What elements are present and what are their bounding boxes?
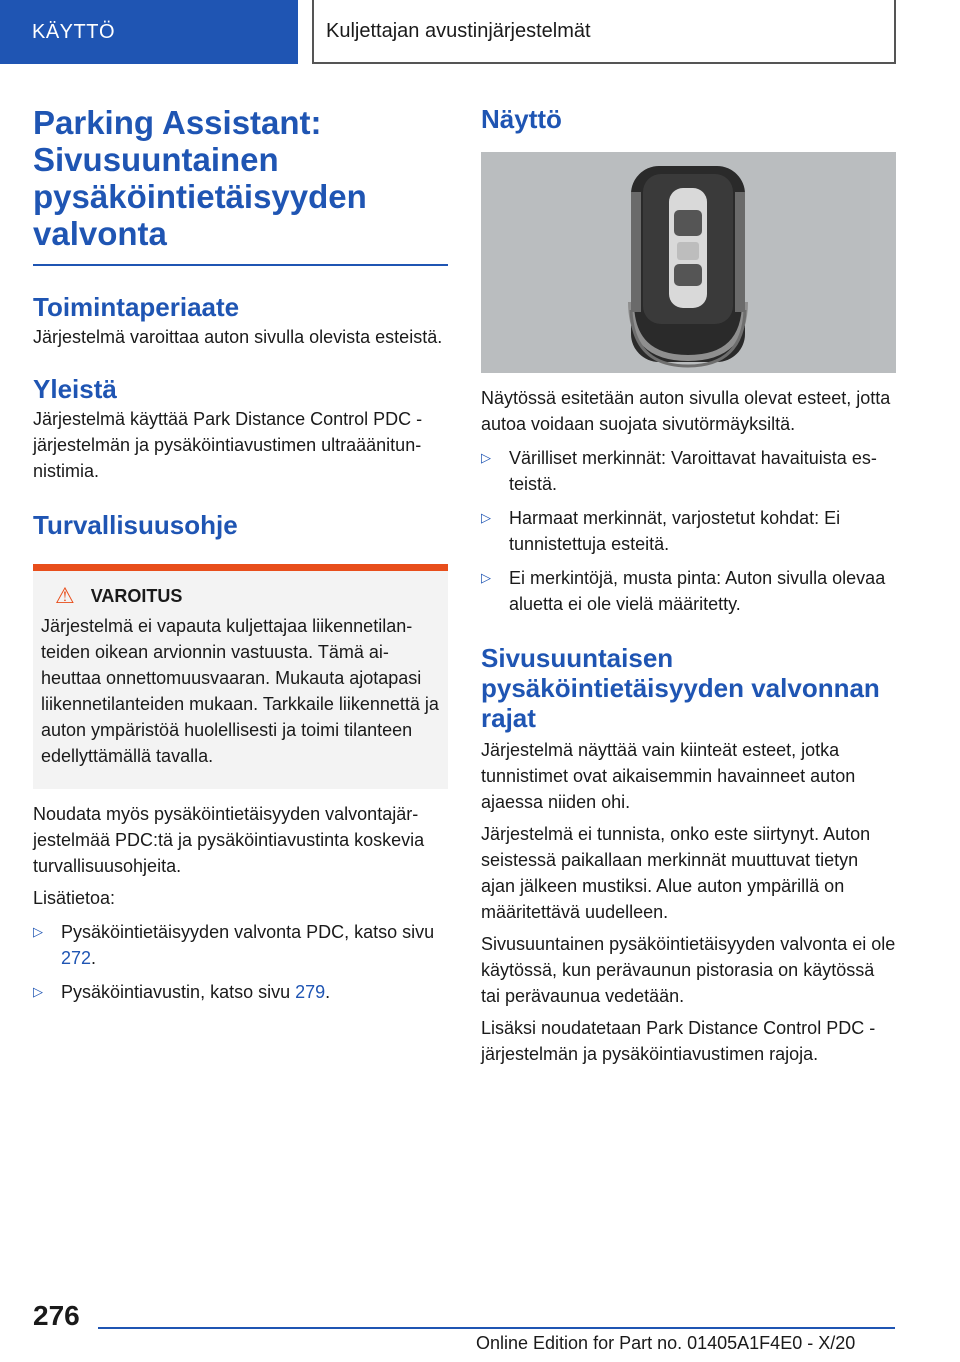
parking-display-image (481, 152, 896, 373)
page-number: 276 (33, 1300, 80, 1331)
list-item (481, 445, 896, 497)
section-header (0, 0, 298, 64)
reference-text: Pysäköintietäisyyden valvonta PDC, katso sivu (61, 922, 435, 942)
warning-title (39, 585, 442, 607)
reference-text: Pysäköintiavustin, katso sivu (61, 982, 296, 1002)
page-link[interactable]: 272 (61, 948, 92, 968)
general-heading: Yleistä (33, 374, 117, 404)
warning-box (33, 571, 448, 789)
list-item-text: Harmaat merkinnät, varjostetut kohdat: Ei tunnistettuja esteitä. (509, 508, 841, 554)
warning-label: VAROITUS (90, 585, 183, 606)
display-heading: Näyttö (481, 104, 562, 134)
footer-divider (98, 1327, 895, 1329)
chapter-title: Kuljettajan avustinjärjestelmät (326, 19, 591, 42)
general-text: Järjestelmä käyttää Park Distance Control PDC -järjestelmän ja pysäköintiavustimen ultraäänitunnistimia. (33, 409, 423, 481)
chapter-header (312, 0, 896, 64)
triangle-bullet-icon: ▷ (481, 570, 491, 585)
reference-list (33, 919, 448, 1005)
principle-text: Järjestelmä varoittaa auton sivulla olevista esteistä. (33, 327, 443, 347)
warning-text: Järjestelmä ei vapauta kuljettajaa liikennetilanteiden oikean arvionnin vastuusta. Tämä aiheuttaa onnettomuusvaaran. Mukauta ajotapasi liikennetilanteiden mukaan. Tarkkaile liikennettä ja auton ympäristöä huolellisesti ja toimi tilanteen edellyttämällä tavalla. (41, 616, 439, 766)
triangle-bullet-icon: ▷ (481, 450, 491, 465)
list-item (481, 565, 896, 617)
note-text: Noudata myös pysäköintietäisyyden valvontajärjestelmää PDC:tä ja pysäköintiavustinta koskevia turvallisuusohjeita. (33, 804, 425, 876)
footer-edition: Online Edition for Part no. 01405A1F4E0 - X/20 (476, 1333, 856, 1353)
limits-paragraph: Sivusuuntainen pysäköintietäisyyden valvonta ei ole käytössä, kun perävaunun pistorasia on käytössä tai perävaunua vedetään. (481, 934, 896, 1006)
list-item-text: Värilliset merkinnät: Varoittavat havaituista esteistä. (509, 448, 877, 494)
warning-bar (33, 564, 448, 571)
list-item-text: Ei merkintöjä, musta pinta: Auton sivulla olevaa aluetta ei ole vielä määritetty. (509, 568, 886, 614)
more-info-label: Lisätietoa: (33, 888, 116, 908)
list-item (481, 505, 896, 557)
right-column (481, 100, 896, 1067)
display-marker-list (481, 445, 896, 617)
principle-heading: Toimintaperiaate (33, 292, 240, 322)
limits-paragraph: Järjestelmä näyttää vain kiinteät esteet, jotka tunnistimet ovat aikaisemmin havainneet auton ajaessa niiden ohi. (481, 740, 856, 812)
left-column (33, 100, 448, 1005)
page-link[interactable]: 279 (295, 982, 326, 1002)
list-item (33, 979, 448, 1005)
reference-end: . (325, 982, 331, 1002)
limits-paragraph: Lisäksi noudatetaan Park Distance Control PDC -järjestelmän ja pysäköintiavustimen rajoja. (481, 1018, 876, 1064)
page-title: Parking Assistant: Sivusuuntainen pysäköintietäisyyden valvonta (33, 104, 367, 252)
triangle-bullet-icon: ▷ (481, 510, 491, 525)
warning-triangle-icon: ⚠ (55, 583, 75, 608)
section-title: KÄYTTÖ (32, 20, 116, 43)
parking-display-illustration (481, 152, 896, 373)
triangle-bullet-icon: ▷ (33, 924, 43, 939)
title-divider (33, 264, 448, 266)
display-text: Näytössä esitetään auton sivulla olevat esteet, jotta autoa voidaan suojata sivutörmäyksiltä. (481, 388, 891, 434)
limits-paragraph: Järjestelmä ei tunnista, onko este siirtynyt. Auton seistessä paikallaan merkinnät muuttuvat tietyn ajan jälkeen mustiksi. Alue auton ympärillä on määritettävä uudelleen. (481, 824, 871, 922)
triangle-bullet-icon: ▷ (33, 984, 43, 999)
list-item (33, 919, 448, 971)
safety-heading: Turvallisuusohje (33, 510, 238, 540)
reference-end: . (91, 948, 97, 968)
limits-heading: Sivusuuntaisen pysäköintietäisyyden valvonnan rajat (481, 643, 880, 733)
